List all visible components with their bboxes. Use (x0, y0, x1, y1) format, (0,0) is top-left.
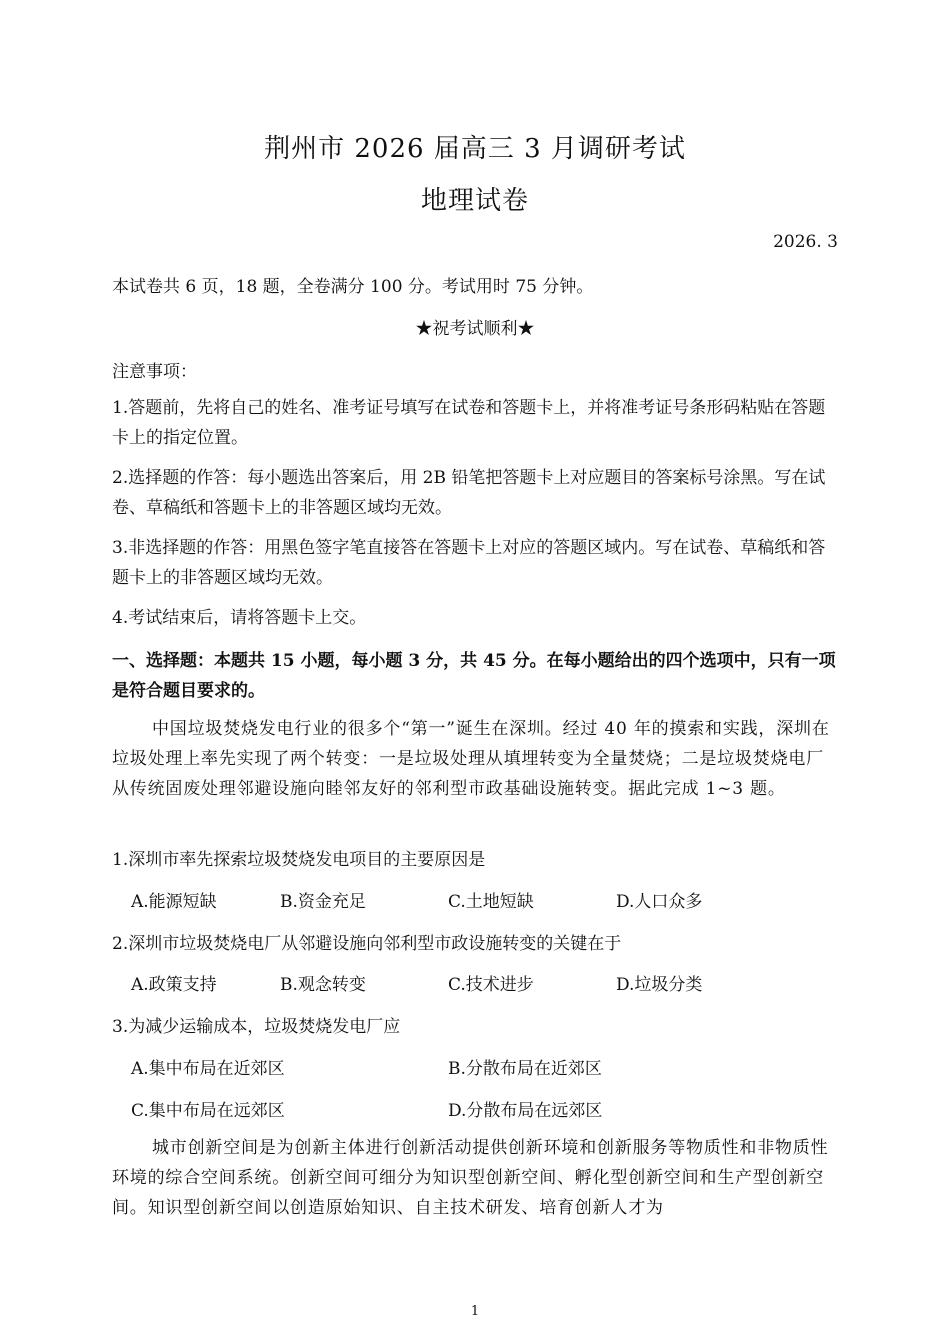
question-1-option-b: B.资金充足 (280, 892, 366, 912)
question-2-option-b: B.观念转变 (280, 975, 366, 995)
question-2-option-c: C.技术进步 (448, 975, 534, 995)
page-number: 1 (470, 1304, 480, 1319)
question-stem-1: 1.深圳市率先探索垃圾焚烧发电项目的主要原因是 (112, 850, 486, 870)
note-item: 1.答题前，先将自己的姓名、准考证号填写在试卷和答题卡上，并将准考证号条形码粘贴在答题卡上的指定位置。 (112, 398, 826, 448)
note-item: 3.非选择题的作答：用黑色签字笔直接答在答题卡上对应的答题区域内。写在试卷、草稿纸和答题卡上的非答题区域均无效。 (112, 538, 826, 588)
good-luck-line: ★祝考试顺利★ (415, 319, 535, 339)
section-heading: 一、选择题：本题共 15 小题，每小题 3 分，共 45 分。在每小题给出的四个选项中，只有一项是符合题目要求的。 (112, 651, 836, 701)
reading-passage-2: 城市创新空间是为创新主体进行创新活动提供创新环境和创新服务等物质性和非物质性环境的综合空间系统。创新空间可细分为知识型创新空间、孵化型创新空间和生产型创新空间。知识型创新空间以创造原始知识、自主技术研发、培育创新人才为 (112, 1138, 829, 1218)
question-3-option-a: A.集中布局在近郊区 (131, 1059, 285, 1079)
question-3-option-c: C.集中布局在远郊区 (131, 1101, 285, 1121)
exam-date: 2026. 3 (773, 232, 838, 252)
question-1-option-d: D.人口众多 (616, 892, 703, 912)
question-2-option-a: A.政策支持 (131, 975, 217, 995)
reading-passage-1: 中国垃圾焚烧发电行业的很多个“第一”诞生在深圳。经过 40 年的摸索和实践，深圳在垃圾处理上率先实现了两个转变：一是垃圾处理从填埋转变为全量焚烧；二是垃圾焚烧电厂从传统固废处理邻避设施向睦邻友好的邻利型市政基础设施转变。据此完成 1~3 题。 (112, 719, 830, 799)
exam-subject: 地理试卷 (420, 186, 529, 216)
question-1-option-c: C.土地短缺 (448, 892, 534, 912)
exam-summary: 本试卷共 6 页，18 题，全卷满分 100 分。考试用时 75 分钟。 (112, 277, 594, 297)
note-item: 4.考试结束后，请将答题卡上交。 (112, 608, 367, 628)
question-1-option-a: A.能源短缺 (131, 892, 217, 912)
exam-title: 荆州市 2026 届高三 3 月调研考试 (264, 134, 686, 164)
question-2-option-d: D.垃圾分类 (616, 975, 703, 995)
question-3-option-b: B.分散布局在近郊区 (448, 1059, 602, 1079)
question-3-option-d: D.分散布局在远郊区 (448, 1101, 603, 1121)
note-item: 2.选择题的作答：每小题选出答案后，用 2B 铅笔把答题卡上对应题目的答案标号涂黑。写在试卷、草稿纸和答题卡上的非答题区域均无效。 (112, 468, 826, 518)
question-stem-2: 2.深圳市垃圾焚烧电厂从邻避设施向邻利型市政设施转变的关键在于 (112, 934, 622, 954)
notes-heading: 注意事项： (112, 362, 197, 382)
question-stem-3: 3.为减少运输成本，垃圾焚烧发电厂应 (112, 1017, 401, 1037)
